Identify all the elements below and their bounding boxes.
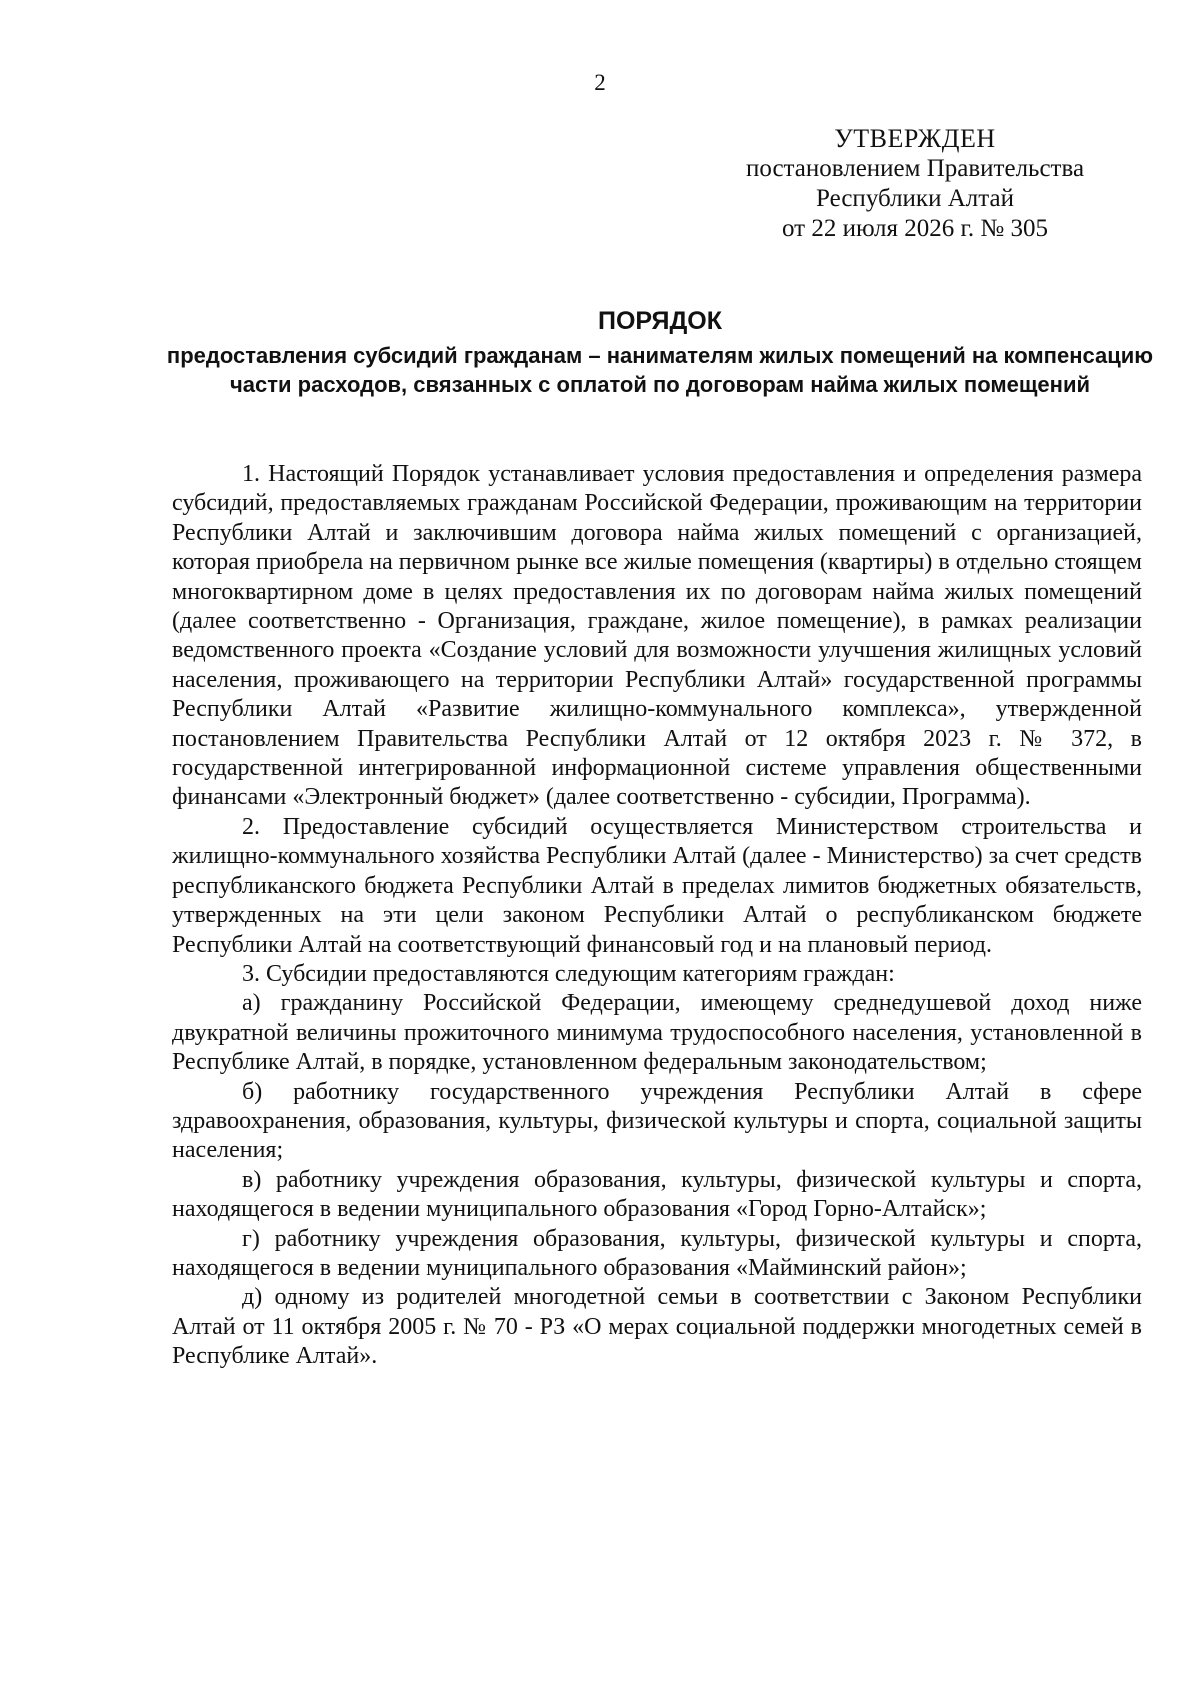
approval-block [730, 124, 1100, 244]
paragraph-3: 3. Субсидии предоставляются следующим категориям граждан: [242, 960, 895, 987]
paragraph-1: 1. Настоящий Порядок устанавливает условия предоставления и определения размера субсидий, предоставляемых гражданам Российской Федерации, проживающим на территории Республики Алтай и заключившим договора найма жилых помещений с организацией, которая приобрела на первичном рынке все жилые помещения (квартиры) в отдельно стоящем многоквартирном доме в целях предоставления их по договорам найма жилых помещений (далее соответственно - Организация, граждане, жилое помещение), в рамках реализации ведомственного проекта «Создание условий для возможности улучшения жилищных условий населения, проживающего на территории Республики Алтай» государственной программы Республики Алтай «Развитие жилищно-коммунального комплекса», утвержденной постановлением Правительства Республики Алтай от 12 октября 2023 г. № 372, в государственной интегрированной информационной системе управления общественными финансами «Электронный бюджет» (далее соответственно - субсидии, Программа). [172, 461, 1142, 811]
approval-line: постановлением Правительства [745, 155, 1085, 182]
document-subtitle: предоставления субсидий гражданам – нанимателям жилых помещений на компенсацию части расходов, связанных с оплатой по договорам найма жилых помещений [166, 343, 1154, 397]
list-item-b: б) работнику государственного учреждения Республики Алтай в сфере здравоохранения, образования, культуры, физической культуры и спорта, социальной защиты населения; [172, 1078, 1142, 1164]
page-number: 2 [594, 70, 606, 95]
document-heading [165, 305, 1155, 399]
list-item-v: в) работнику учреждения образования, культуры, физической культуры и спорта, находящегося в ведении муниципального образования «Город Горно-Алтайск»; [172, 1166, 1142, 1223]
paragraph-2: 2. Предоставление субсидий осуществляется Министерством строительства и жилищно-коммунального хозяйства Республики Алтай (далее - Министерство) за счет средств республиканского бюджета Республики Алтай в пределах лимитов бюджетных обязательств, утвержденных на эти цели законом Республики Алтай о республиканском бюджете Республики Алтай на соответствующий финансовый год и на плановый период. [172, 813, 1142, 958]
list-item-g: г) работнику учреждения образования, культуры, физической культуры и спорта, находящегося в ведении муниципального образования «Майминский район»; [172, 1225, 1142, 1281]
list-item-d: д) одному из родителей многодетной семьи в соответствии с Законом Республики Алтай от 11 октября 2005 г. № 70 - РЗ «О мерах социальной поддержки многодетных семей в Республике Алтай». [172, 1284, 1142, 1370]
approval-date-line: от 22 июля 2026 г. № 305 [781, 215, 1049, 242]
document-body [172, 460, 1142, 1372]
approval-line: Республики Алтай [816, 185, 1014, 212]
list-item-a: а) гражданину Российской Федерации, имеющему среднедушевой доход ниже двукратной величины прожиточного минимума трудоспособного населения, установленной в Республике Алтай, в порядке, установленном федеральным законодательством; [172, 990, 1142, 1076]
document-title: ПОРЯДОК [598, 307, 722, 335]
approval-stamp-word: УТВЕРЖДЕН [834, 124, 996, 153]
